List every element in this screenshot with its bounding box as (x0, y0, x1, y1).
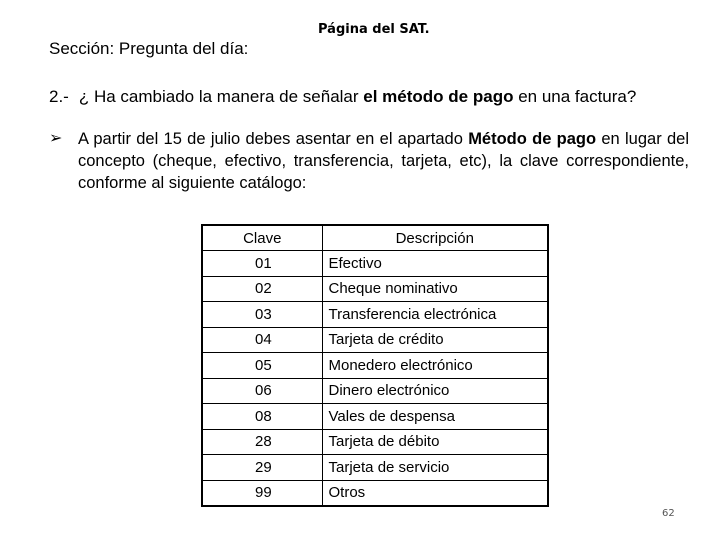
bullet-paragraph (49, 128, 689, 194)
cell-descripcion: Tarjeta de crédito (322, 327, 548, 353)
cell-clave: 05 (202, 353, 322, 379)
page-number: 62 (662, 508, 675, 519)
cell-clave: 04 (202, 327, 322, 353)
cell-descripcion: Transferencia electrónica (322, 302, 548, 328)
question-text-end: en una factura? (513, 87, 637, 106)
column-header-descripcion: Descripción (322, 225, 548, 251)
cell-clave: 01 (202, 251, 322, 277)
table-row (202, 480, 548, 506)
table-row (202, 429, 548, 455)
cell-descripcion: Tarjeta de servicio (322, 455, 548, 481)
cell-clave: 28 (202, 429, 322, 455)
cell-descripcion: Cheque nominativo (322, 276, 548, 302)
table-row (202, 251, 548, 277)
table-row (202, 404, 548, 430)
question-emphasis: el método de pago (363, 87, 514, 106)
bullet-text-end: en lugar del concepto (cheque, efectivo, transferencia, tarjeta, etc), la clave correspondiente, conforme al siguiente catálogo: (78, 130, 689, 192)
table-row (202, 353, 548, 379)
bullet-text (78, 128, 689, 194)
cell-descripcion: Otros (322, 480, 548, 506)
question (49, 87, 636, 107)
table-row (202, 455, 548, 481)
bullet-text-start: A partir del 15 de julio debes asentar en el apartado (78, 130, 469, 148)
table-header-row (202, 225, 548, 251)
table-row (202, 276, 548, 302)
column-header-clave: Clave (202, 225, 322, 251)
cell-clave: 29 (202, 455, 322, 481)
table-row (202, 378, 548, 404)
cell-clave: 06 (202, 378, 322, 404)
table-row (202, 302, 548, 328)
section-label: Sección: Pregunta del día: (49, 39, 249, 58)
cell-descripcion: Efectivo (322, 251, 548, 277)
cell-clave: 08 (202, 404, 322, 430)
cell-descripcion: Dinero electrónico (322, 378, 548, 404)
cell-clave: 03 (202, 302, 322, 328)
question-number: 2.- (49, 87, 69, 106)
table-row (202, 327, 548, 353)
bullet-emphasis: Método de pago (468, 130, 597, 148)
cell-descripcion: Monedero electrónico (322, 353, 548, 379)
page-header-title: Página del SAT. (318, 22, 430, 37)
arrow-bullet-icon: ➢ (49, 130, 63, 147)
cell-clave: 99 (202, 480, 322, 506)
payment-method-catalog-table (201, 224, 549, 507)
cell-descripcion: Vales de despensa (322, 404, 548, 430)
cell-clave: 02 (202, 276, 322, 302)
cell-descripcion: Tarjeta de débito (322, 429, 548, 455)
question-text: ¿ Ha cambiado la manera de señalar (78, 87, 364, 106)
